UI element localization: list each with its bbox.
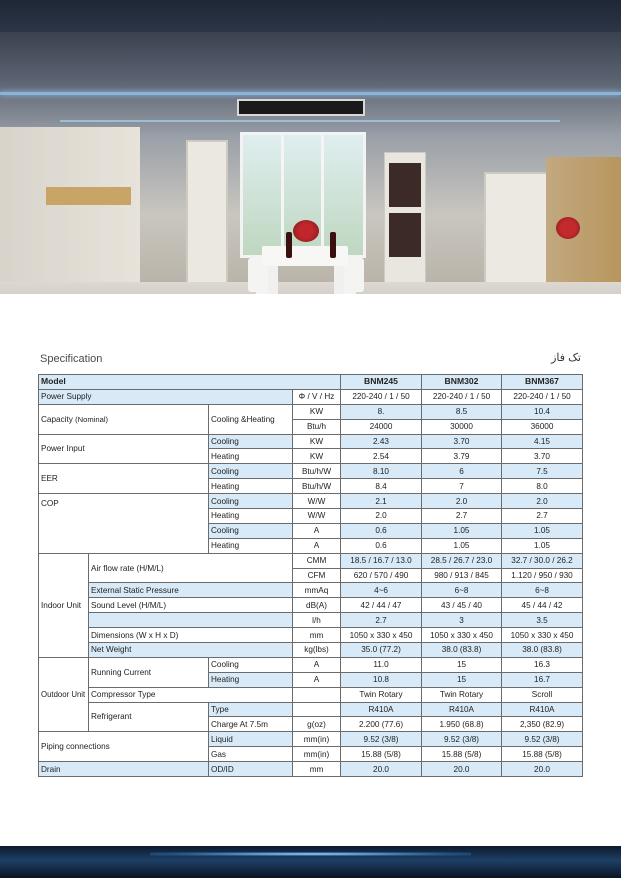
specification-title: Specification xyxy=(40,353,103,365)
left-wall xyxy=(0,127,140,294)
right-door xyxy=(484,172,550,294)
table-row: Sound Level (H/M/L) dB(A) 42 / 44 / 47 43 / 45 / 40 45 / 44 / 42 xyxy=(39,598,583,613)
table-row: Refrigerant Type R410A R410A R410A xyxy=(39,702,583,717)
ceiling-light-line xyxy=(0,92,621,95)
wine-cabinet xyxy=(384,152,426,294)
table-row: Capacity (Nominal) Cooling &Heating KW 8. 8.5 10.4 xyxy=(39,404,583,419)
table-row: Net Weight kg(lbs) 35.0 (77.2) 38.0 (83.8) 38.0 (83.8) xyxy=(39,643,583,658)
table-row: CFM 620 / 570 / 490 980 / 913 / 845 1.120 / 950 / 930 xyxy=(39,568,583,583)
table-row: Power Supply Φ / V / Hz 220-240 / 1 / 50 220-240 / 1 / 50 220-240 / 1 / 50 xyxy=(39,389,583,404)
table-row: Indoor Unit Air flow rate (H/M/L) CMM 18.5 / 16.7 / 13.0 28.5 / 26.7 / 23.0 32.7 / 30.0 / 26.2 xyxy=(39,553,583,568)
specification-table xyxy=(38,374,583,777)
right-wall xyxy=(546,157,621,294)
table-row: Btu/h 24000 30000 36000 xyxy=(39,419,583,434)
table-row: Piping connections Liquid mm(in) 9.52 (3/8) 9.52 (3/8) 9.52 (3/8) xyxy=(39,732,583,747)
table-row: Gas mm(in) 15.88 (5/8) 15.88 (5/8) 15.88 (5/8) xyxy=(39,747,583,762)
table-row: Outdoor Unit Running Current Cooling A 11.0 15 16.3 xyxy=(39,657,583,672)
bottom-decorative-band xyxy=(0,846,621,878)
model-header-1: BNM245 xyxy=(341,375,422,390)
flower-vase xyxy=(293,220,319,242)
table-row: EER Cooling Btu/h/W 8.10 6 7.5 xyxy=(39,464,583,479)
ceiling-ac-unit xyxy=(237,99,365,116)
table-row: Compressor Type Twin Rotary Twin Rotary Scroll xyxy=(39,687,583,702)
table-row: Heating Btu/h/W 8.4 7 8.0 xyxy=(39,479,583,494)
table-row: Charge At 7.5m g(oz) 2.200 (77.6) 1.950 (68.8) 2,350 (82.9) xyxy=(39,717,583,732)
table-row: External Static Pressure mmAq 4~6 6~8 6~8 xyxy=(39,583,583,598)
table-row: Power Input Cooling KW 2.43 3.70 4.15 xyxy=(39,434,583,449)
left-door xyxy=(186,140,228,294)
model-header-3: BNM367 xyxy=(502,375,583,390)
table-row: Heating KW 2.54 3.79 3.70 xyxy=(39,449,583,464)
top-decorative-band xyxy=(0,0,621,32)
hero-room-photo xyxy=(0,32,621,294)
table-row: Dimensions (W x H x D) mm 1050 x 330 x 450 1050 x 330 x 450 1050 x 330 x 450 xyxy=(39,628,583,643)
table-header-row xyxy=(39,375,583,390)
table-row: l/h 2.7 3 3.5 xyxy=(39,613,583,628)
model-header: Model xyxy=(39,375,341,390)
model-header-2: BNM302 xyxy=(422,375,502,390)
table-row: Heating A 10.8 15 16.7 xyxy=(39,672,583,687)
table-row: COP Cooling W/W 2.1 2.0 2.0 xyxy=(39,494,583,509)
table-row: Heating W/W 2.0 2.7 2.7 xyxy=(39,509,583,524)
table-row: Drain OD/ID mm 20.0 20.0 20.0 xyxy=(39,762,583,777)
table-row: Heating A 0.6 1.05 1.05 xyxy=(39,538,583,553)
specification-title-fa: تک فاز xyxy=(551,352,581,364)
table-row: Cooling A 0.6 1.05 1.05 xyxy=(39,523,583,538)
